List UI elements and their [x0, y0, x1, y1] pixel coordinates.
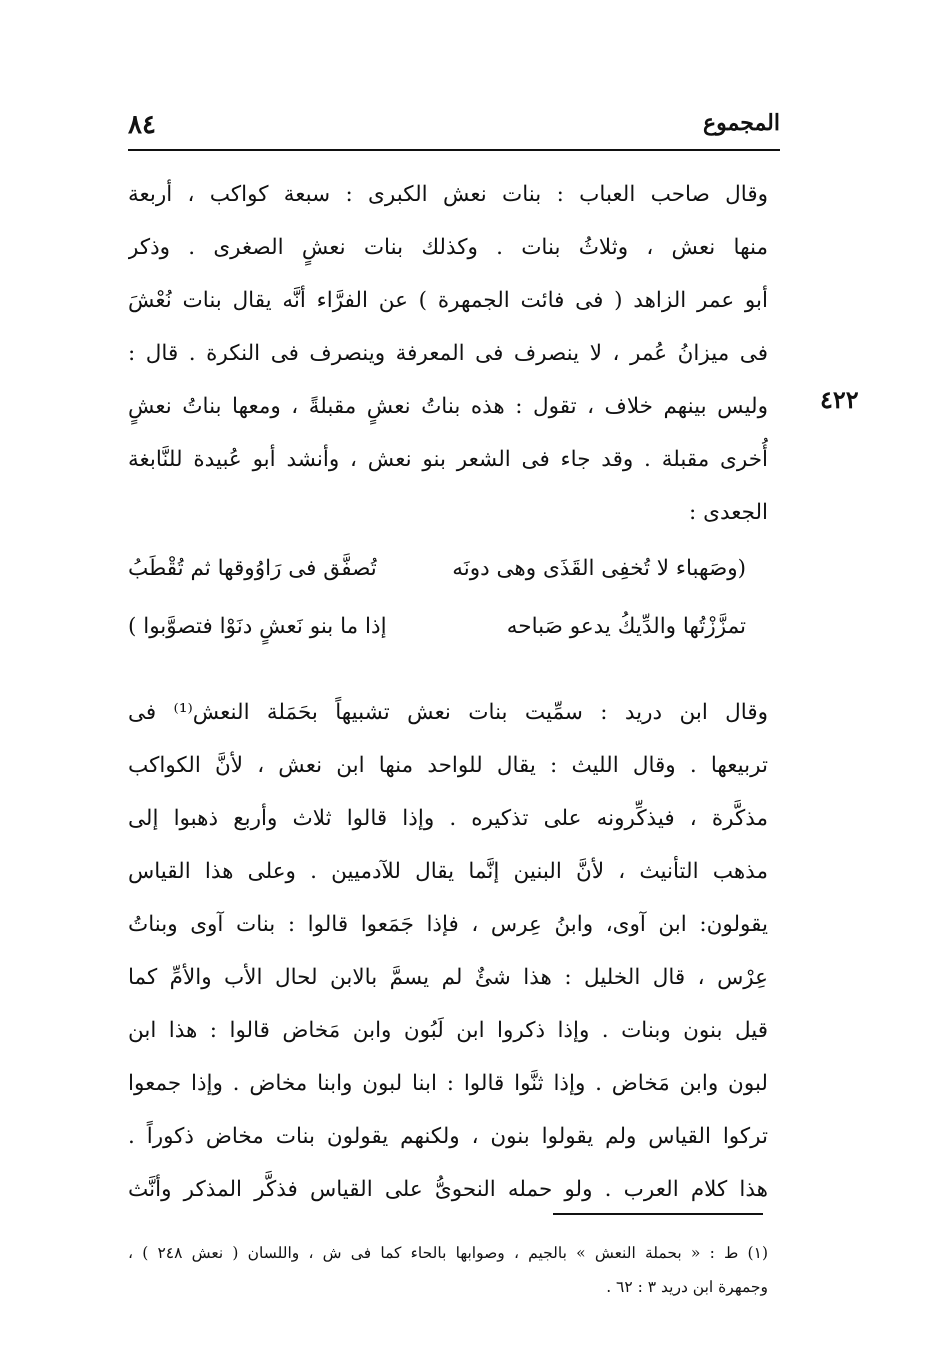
text-line: تركوا القياس ولم يقولوا بنون ، ولكنهم يقولون بنات مخاض ذكوراً . [128, 1124, 768, 1149]
text-line: وليس بينهم خلاف ، تقول : هذه بناتُ نعشٍ مقبلةً ، ومعها بناتُ نعشٍ [128, 394, 768, 419]
verse-first-hemistich: (وصَهباء لا تُخفِى القَذَى وهى دونَه [452, 556, 746, 581]
text-line: منها نعش ، وثلاثُ بنات . وكذلك بنات نعشٍ الصغرى . وذكر [128, 235, 768, 260]
text-line: وقال ابن دريد : سمِّيت بنات نعش تشبيهاً بحَمَلة النعش⁽¹⁾ فى [128, 700, 768, 725]
poem-verse [128, 540, 768, 656]
text-line: مذكَّرة ، فيذكِّرونه على تذكيره . وإذا قالوا ثلاث وأربع ذهبوا إلى [128, 806, 768, 831]
verse-first-hemistich: تمزَّزْتُها والدِّيكُ يدعو صَباحه [506, 614, 746, 639]
footnote-rule [553, 1213, 763, 1215]
footnote-line: (١) ط : « بحملة النعش » بالجيم ، وصوابها بالحاء كما فى ش ، واللسان ( نعش ٢٤٨ ) ، [128, 1244, 768, 1262]
verse-line [128, 540, 768, 598]
verse-second-hemistich: تُصفَّق فى رَاوُوقها ثم تُقْطَبُ [128, 556, 377, 581]
footnote-line: وجمهرة ابن دريد ٣ : ٦٢ . [606, 1278, 768, 1296]
text-line: فى ميزانُ عُمر ، لا ينصرف فى المعرفة وينصرف فى النكرة . قال : [128, 341, 768, 366]
text-line: تربيعها . وقال الليث : يقال للواحد منها ابن نعش ، لأنَّ الكواكب [128, 753, 768, 778]
book-title: المجموع [703, 110, 780, 136]
text-line: هذا كلام العرب . ولو حمله النحوىُّ على القياس فذكَّر المذكر وأنَّث [128, 1177, 768, 1202]
text-line: قيل بنون وبنات . وإذا ذكروا ابن لَبُون وابن مَخاض قالوا : هذا ابن [128, 1018, 768, 1043]
text-line: مذهب التأنيث ، لأنَّ البنين إنَّما يقال للآدميين . وعلى هذا القياس [128, 859, 768, 884]
verse-second-hemistich: إذا ما بنو نَعشٍ دنَوْا فتصوَّبوا ) [128, 614, 387, 639]
paragraph-1 [128, 168, 768, 539]
running-header [128, 104, 780, 140]
footnotes [128, 1236, 768, 1304]
margin-number: ٤٢٢ [820, 385, 859, 414]
text-line: أُخرى مقبلة . وقد جاء فى الشعر بنو نعش ، وأنشد أبو عُبيدة للنَّابغة [128, 447, 768, 472]
verse-line [128, 598, 768, 656]
text-line: أبو عمر الزاهد ( فى فائت الجمهرة ) عن الفرَّاء أنَّه يقال بنات نُعْشَ [128, 288, 768, 313]
text-line: يقولون: ابن آوى، وابنُ عِرس ، فإذا جَمَعوا قالوا : بنات آوى وبناتُ [128, 912, 768, 937]
paragraph-2 [128, 686, 768, 1216]
header-rule [128, 149, 780, 151]
text-line: لبون وابن مَخاض . وإذا ثنَّوا قالوا : ابنا لبون وابنا مخاض . وإذا جمعوا [128, 1071, 768, 1096]
text-line: وقال صاحب العباب : بنات نعش الكبرى : سبعة كواكب ، أربعة [128, 182, 768, 207]
text-line: عِرْس ، قال الخليل : هذا شئٌ لم يسمَّ بالابن لحال الأب والأمِّ كما [128, 965, 768, 990]
text-line: الجعدى : [689, 500, 768, 525]
page-number: ٨٤ [128, 110, 156, 140]
